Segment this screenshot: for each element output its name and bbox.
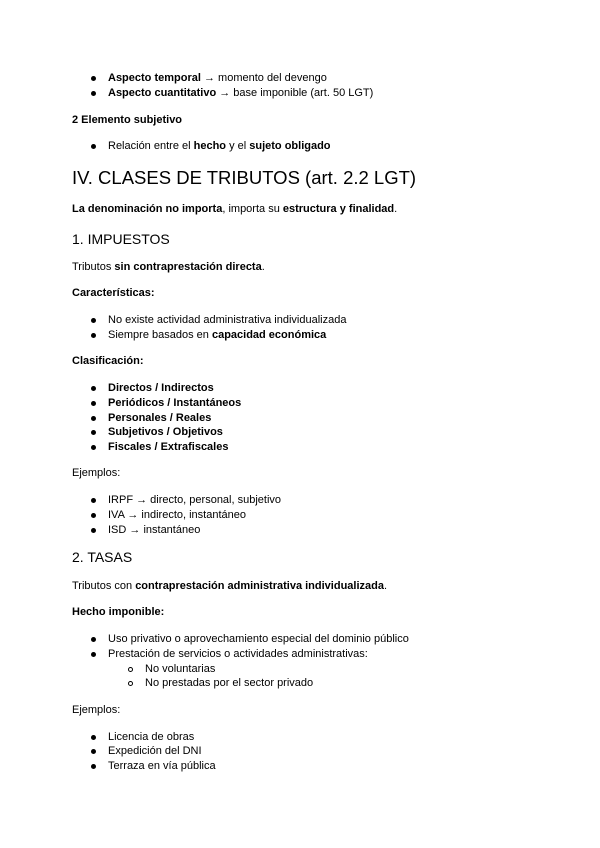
list-item: No existe actividad administrativa individualizada [108, 314, 347, 326]
clasificacion-label: Clasificación: [72, 355, 144, 367]
sub-list-item: No prestadas por el sector privado [145, 677, 314, 689]
bullet-icon [91, 91, 96, 96]
bullet-icon [91, 416, 96, 421]
list-item: Fiscales / Extrafiscales [108, 441, 229, 453]
list-item: IVA → indirecto, instantáneo [108, 509, 246, 521]
list-item: Aspecto temporal → momento del devengo [108, 72, 327, 84]
list-item: Relación entre el hecho y el sujeto obligado [108, 140, 331, 152]
list-item: Periódicos / Instantáneos [108, 397, 242, 409]
bullet-icon [91, 513, 96, 518]
tasas-heading: 2. TASAS [72, 549, 133, 565]
bullet-icon [91, 498, 96, 503]
ejemplos-label: Ejemplos: [72, 704, 121, 716]
section-title: IV. CLASES DE TRIBUTOS (art. 2.2 LGT) [72, 167, 417, 188]
list-item: Subjetivos / Objetivos [108, 426, 223, 438]
bullet-icon [91, 749, 96, 754]
hollow-bullet-icon [128, 667, 133, 672]
list-item: Siempre basados en capacidad económica [108, 329, 327, 341]
list-item: Directos / Indirectos [108, 382, 214, 394]
list-item: Personales / Reales [108, 412, 212, 424]
list-item: Aspecto cuantitativo → base imponible (art. 50 LGT) [108, 87, 374, 99]
bullet-icon [91, 144, 96, 149]
list-item: Prestación de servicios o actividades administrativas: [108, 648, 368, 660]
bullet-icon [91, 76, 96, 81]
list-item: IRPF → directo, personal, subjetivo [108, 494, 282, 506]
bullet-icon [91, 637, 96, 642]
hecho-imponible-label: Hecho imponible: [72, 606, 165, 618]
bullet-icon [91, 445, 96, 450]
subheading: 2 Elemento subjetivo [72, 114, 183, 126]
caracteristicas-label: Características: [72, 287, 155, 299]
list-item: ISD → instantáneo [108, 524, 201, 536]
list-item: Uso privativo o aprovechamiento especial del dominio público [108, 633, 409, 645]
bullet-icon [91, 318, 96, 323]
sub-list-item: No voluntarias [145, 663, 216, 675]
impuestos-heading: 1. IMPUESTOS [72, 231, 170, 247]
impuestos-description: Tributos sin contraprestación directa. [72, 261, 265, 273]
bullet-icon [91, 430, 96, 435]
bullet-icon [91, 528, 96, 533]
bullet-icon [91, 652, 96, 657]
bullet-icon [91, 401, 96, 406]
list-item: Expedición del DNI [108, 745, 202, 757]
tasas-description: Tributos con contraprestación administrativa individualizada. [72, 580, 388, 592]
bullet-icon [91, 735, 96, 740]
bullet-icon [91, 333, 96, 338]
bullet-icon [91, 386, 96, 391]
bullet-icon [91, 764, 96, 769]
section-intro: La denominación no importa, importa su estructura y finalidad. [72, 203, 398, 215]
list-item: Licencia de obras [108, 731, 195, 743]
ejemplos-label: Ejemplos: [72, 467, 121, 479]
hollow-bullet-icon [128, 681, 133, 686]
list-item: Terraza en vía pública [108, 760, 216, 772]
